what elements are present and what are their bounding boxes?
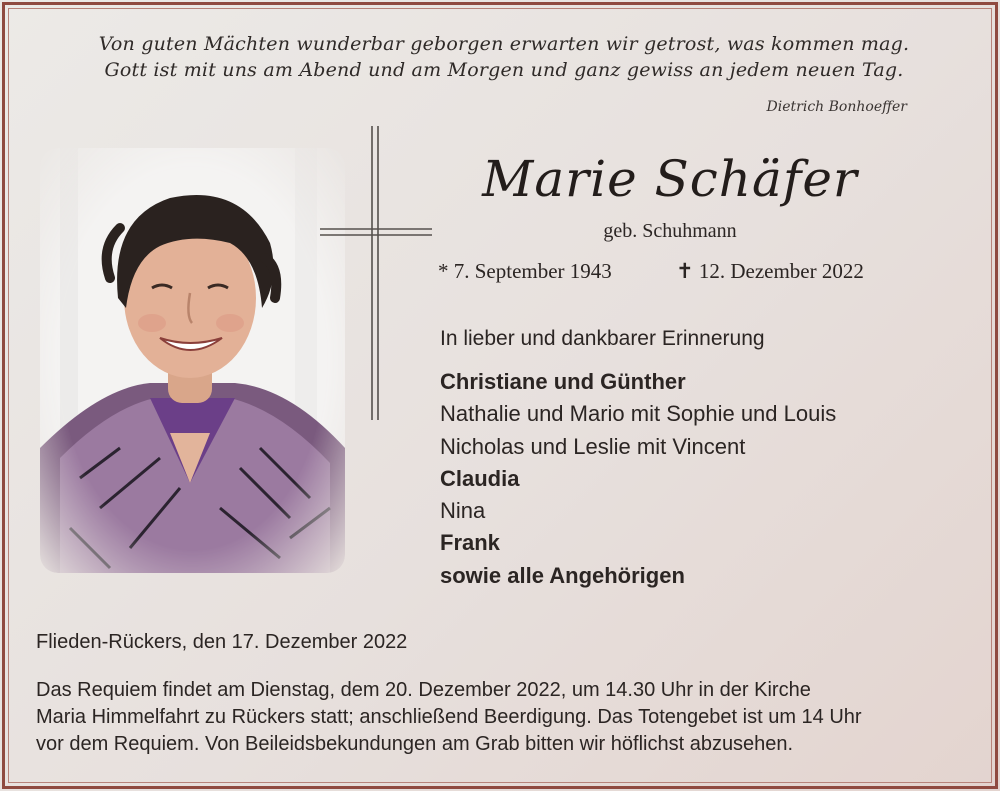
mourners-list — [440, 366, 836, 592]
mourner-line: Frank — [440, 530, 500, 556]
remembrance-intro: In lieber und dankbarer Erinnerung — [440, 327, 765, 350]
mourner-line: Christiane und Günther — [440, 369, 686, 394]
birth-date: * 7. September 1943 — [438, 259, 612, 283]
mourner-line: sowie alle Angehörigen — [440, 562, 685, 588]
portrait-photo — [40, 148, 345, 573]
requiem-info — [36, 677, 862, 758]
quote-line-1: Von guten Mächten wunderbar geborgen erwarten wir getrost, was kommen mag. — [98, 33, 910, 55]
requiem-line: Maria Himmelfahrt zu Rückers statt; anschließend Beerdigung. Das Totengebet ist um 14 Uhr — [36, 706, 862, 728]
mourner-line: Nicholas und Leslie mit Vincent — [440, 433, 746, 459]
latin-cross-icon — [318, 124, 434, 424]
death-date: ✝ 12. Dezember 2022 — [676, 259, 864, 283]
portrait-illustration — [40, 148, 345, 573]
place-and-date: Flieden-Rückers, den 17. Dezember 2022 — [36, 631, 408, 653]
maiden-name: geb. Schuhmann — [603, 220, 737, 242]
mourner-line: Claudia — [440, 465, 520, 491]
deceased-name: Marie Schäfer — [482, 150, 858, 208]
requiem-line: Das Requiem findet am Dienstag, dem 20. Dezember 2022, um 14.30 Uhr in der Kirche — [36, 679, 811, 701]
mourner-line: Nathalie und Mario mit Sophie und Louis — [440, 401, 837, 427]
requiem-line: vor dem Requiem. Von Beileidsbekundungen am Grab bitten wir höflichst abzusehen. — [36, 733, 794, 755]
mourner-line: Nina — [440, 498, 486, 524]
quote-author: Dietrich Bonhoeffer — [766, 99, 907, 115]
quote-line-2: Gott ist mit uns am Abend und am Morgen und ganz gewiss an jedem neuen Tag. — [104, 59, 904, 81]
